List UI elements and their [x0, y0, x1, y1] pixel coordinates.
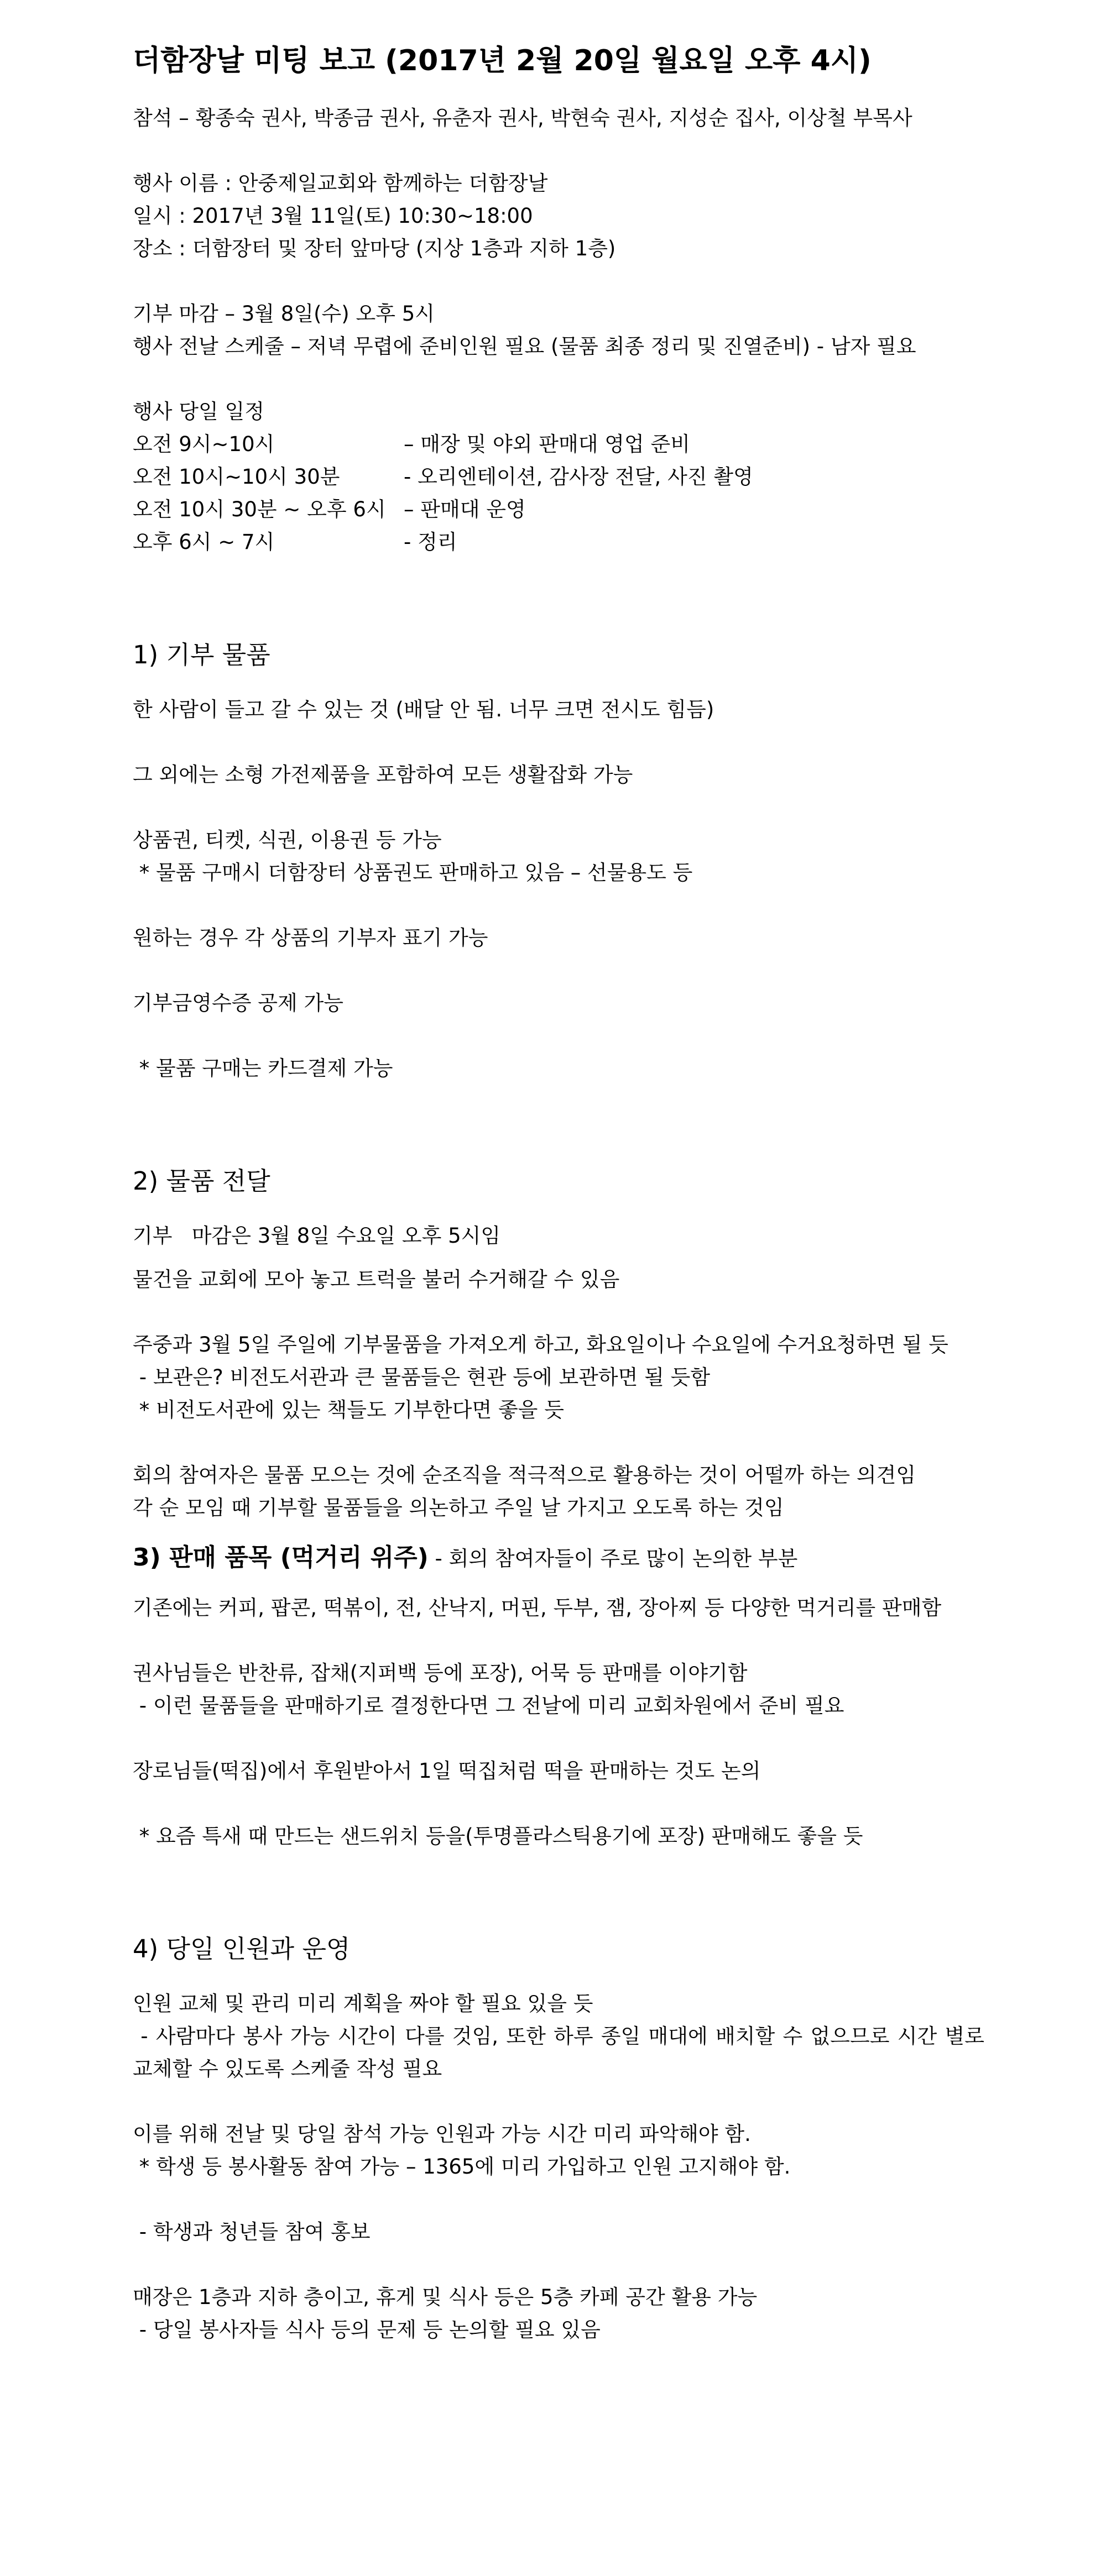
s1-paragraph: 상품권, 티켓, 식권, 이용권 등 가능 [133, 828, 442, 852]
s2-note: * 비전도서관에 있는 책들도 기부한다면 좋을 듯 [133, 1398, 564, 1422]
schedule-time: 오전 9시~10시 [133, 432, 275, 456]
s1-paragraph: 한 사람이 들고 갈 수 있는 것 (배달 안 됨. 너무 크면 전시도 힘듬) [133, 698, 714, 721]
s1-paragraph: 원하는 경우 각 상품의 기부자 표기 가능 [133, 926, 488, 950]
spacer [133, 1524, 984, 1541]
meeting-report [133, 39, 991, 2346]
schedule-time: 오전 10시~10시 30분 [133, 465, 340, 489]
spacer [133, 2183, 984, 2216]
spacer [133, 1426, 984, 1459]
schedule-row [133, 526, 984, 558]
spacer [133, 591, 984, 624]
spacer [133, 1019, 984, 1052]
s3-paragraph: 장로님들(떡집)에서 후원받아서 1일 떡집처럼 떡을 판매하는 것도 논의 [133, 1759, 761, 1783]
event-place: 장소 : 더함장터 및 장터 앞마당 (지상 1층과 지하 1층) [133, 237, 616, 260]
s2-paragraph: 기부 마감은 3월 8일 수요일 오후 5시임 [133, 1224, 501, 1248]
spacer [133, 1787, 984, 1820]
spacer [133, 134, 984, 167]
donation-deadline: 기부 마감 – 3월 8일(수) 오후 5시 [133, 302, 435, 326]
s1-paragraph: 기부금영수증 공제 가능 [133, 991, 343, 1015]
s3-note: - 이런 물품들을 판매하기로 결정한다면 그 전날에 미리 교회차원에서 준비 필요 [133, 1694, 844, 1718]
s1-paragraph: 그 외에는 소형 가전제품을 포함하여 모든 생활잡화 가능 [133, 763, 633, 787]
spacer [133, 726, 984, 758]
spacer [133, 363, 984, 395]
s2-paragraph: 회의 참여자은 물품 모으는 것에 순조직을 적극적으로 활용하는 것이 어떨까 하는 의견임 [133, 1463, 916, 1487]
section-4-heading: 4) 당일 인원과 운영 [133, 1934, 351, 1964]
s4-paragraph: 인원 교체 및 관리 미리 계획을 짜야 할 필요 있을 듯 [133, 1992, 593, 2015]
schedule-row [133, 493, 984, 526]
schedule-time: 오후 6시 ~ 7시 [133, 530, 275, 554]
schedule-desc: - 정리 [404, 530, 457, 554]
spacer [133, 1624, 984, 1657]
s4-paragraph: 매장은 1층과 지하 층이고, 휴게 및 식사 등은 5층 카페 공간 활용 가능 [133, 2285, 758, 2309]
spacer [133, 889, 984, 922]
s4-note: - 학생과 청년들 참여 홍보 [133, 2220, 371, 2244]
section-3-heading [133, 1541, 984, 1576]
s2-paragraph: 각 순 모임 때 기부할 물품들을 의논하고 주일 날 가지고 오도록 하는 것임 [133, 1496, 784, 1520]
s1-note: * 물품 구매시 더함장터 상품권도 판매하고 있음 – 선물용도 등 [133, 861, 693, 884]
schedule-desc: – 매장 및 야외 판매대 영업 준비 [404, 432, 690, 456]
spacer [133, 1885, 984, 1918]
s3-paragraph: 기존에는 커피, 팝콘, 떡볶이, 전, 산낙지, 머핀, 두부, 잼, 장아찌 등 다양한 먹거리를 판매함 [133, 1596, 942, 1620]
s4-note: * 학생 등 봉사활동 참여 가능 – 1365에 미리 가입하고 인원 고지해야 함. [133, 2155, 791, 2179]
s4-note: - 사람마다 봉사 가능 시간이 다를 것임, 또한 하루 종일 매대에 배치할 수 없으므로 시간 별로 교체할 수 있도록 스케줄 작성 필요 [133, 2024, 991, 2081]
s1-note: * 물품 구매는 카드결제 가능 [133, 1056, 393, 1080]
spacer [133, 1085, 984, 1117]
section-3-note: - 회의 참여자들이 주로 많이 논의한 부분 [428, 1547, 798, 1570]
spacer [133, 1852, 984, 1885]
schedule-time: 오전 10시 30분 ~ 오후 6시 [133, 498, 386, 521]
s2-paragraph: 물건을 교회에 모아 놓고 트럭을 불러 수거해갈 수 있음 [133, 1268, 620, 1291]
s4-note: - 당일 봉사자들 식사 등의 문제 등 논의할 필요 있음 [133, 2318, 601, 2342]
section-1-heading: 1) 기부 물품 [133, 640, 270, 669]
attendees-line: 참석 – 황종숙 권사, 박종금 권사, 유춘자 권사, 박현숙 권사, 지성순 집사, 이상철 부목사 [133, 106, 912, 130]
spacer [133, 791, 984, 824]
section-3-title: 3) 판매 품목 (먹거리 위주) [133, 1543, 429, 1572]
schedule-desc: – 판매대 운영 [404, 498, 526, 521]
s2-paragraph: 주중과 3월 5일 주일에 기부물품을 가져오게 하고, 화요일이나 수요일에 수거요청하면 될 듯 [133, 1333, 948, 1357]
event-datetime: 일시 : 2017년 3월 11일(토) 10:30~18:00 [133, 204, 533, 228]
spacer [133, 2085, 984, 2118]
section-2-heading: 2) 물품 전달 [133, 1166, 270, 1196]
spacer [133, 1296, 984, 1328]
s4-paragraph: 이를 위해 전날 및 당일 참석 가능 인원과 가능 시간 미리 파악해야 함. [133, 2122, 751, 2146]
spacer [133, 954, 984, 987]
s2-note: - 보관은? 비전도서관과 큰 물품들은 현관 등에 보관하면 될 듯함 [133, 1365, 711, 1389]
schedule-row [133, 428, 984, 460]
schedule-heading: 행사 당일 일정 [133, 400, 264, 423]
eve-schedule: 행사 전날 스케줄 – 저녁 무렵에 준비인원 필요 (물품 최종 정리 및 진열준비) - 남자 필요 [133, 334, 916, 358]
s3-note: * 요즘 특새 때 만드는 샌드위치 등을(투명플라스틱용기에 포장) 판매해도 좋을 듯 [133, 1824, 863, 1848]
spacer [133, 1722, 984, 1755]
event-name: 행사 이름 : 안중제일교회와 함께하는 더함장날 [133, 171, 548, 195]
schedule-desc: - 오리엔테이션, 감사장 전달, 사진 촬영 [404, 465, 753, 489]
spacer [133, 265, 984, 297]
report-title: 더함장날 미팅 보고 (2017년 2월 20일 월요일 오후 4시) [133, 44, 872, 77]
spacer [133, 2248, 984, 2281]
spacer [133, 558, 984, 591]
schedule-row [133, 460, 984, 493]
s3-paragraph: 권사님들은 반찬류, 잡채(지퍼백 등에 포장), 어묵 등 판매를 이야기함 [133, 1661, 748, 1685]
spacer [133, 1117, 984, 1150]
